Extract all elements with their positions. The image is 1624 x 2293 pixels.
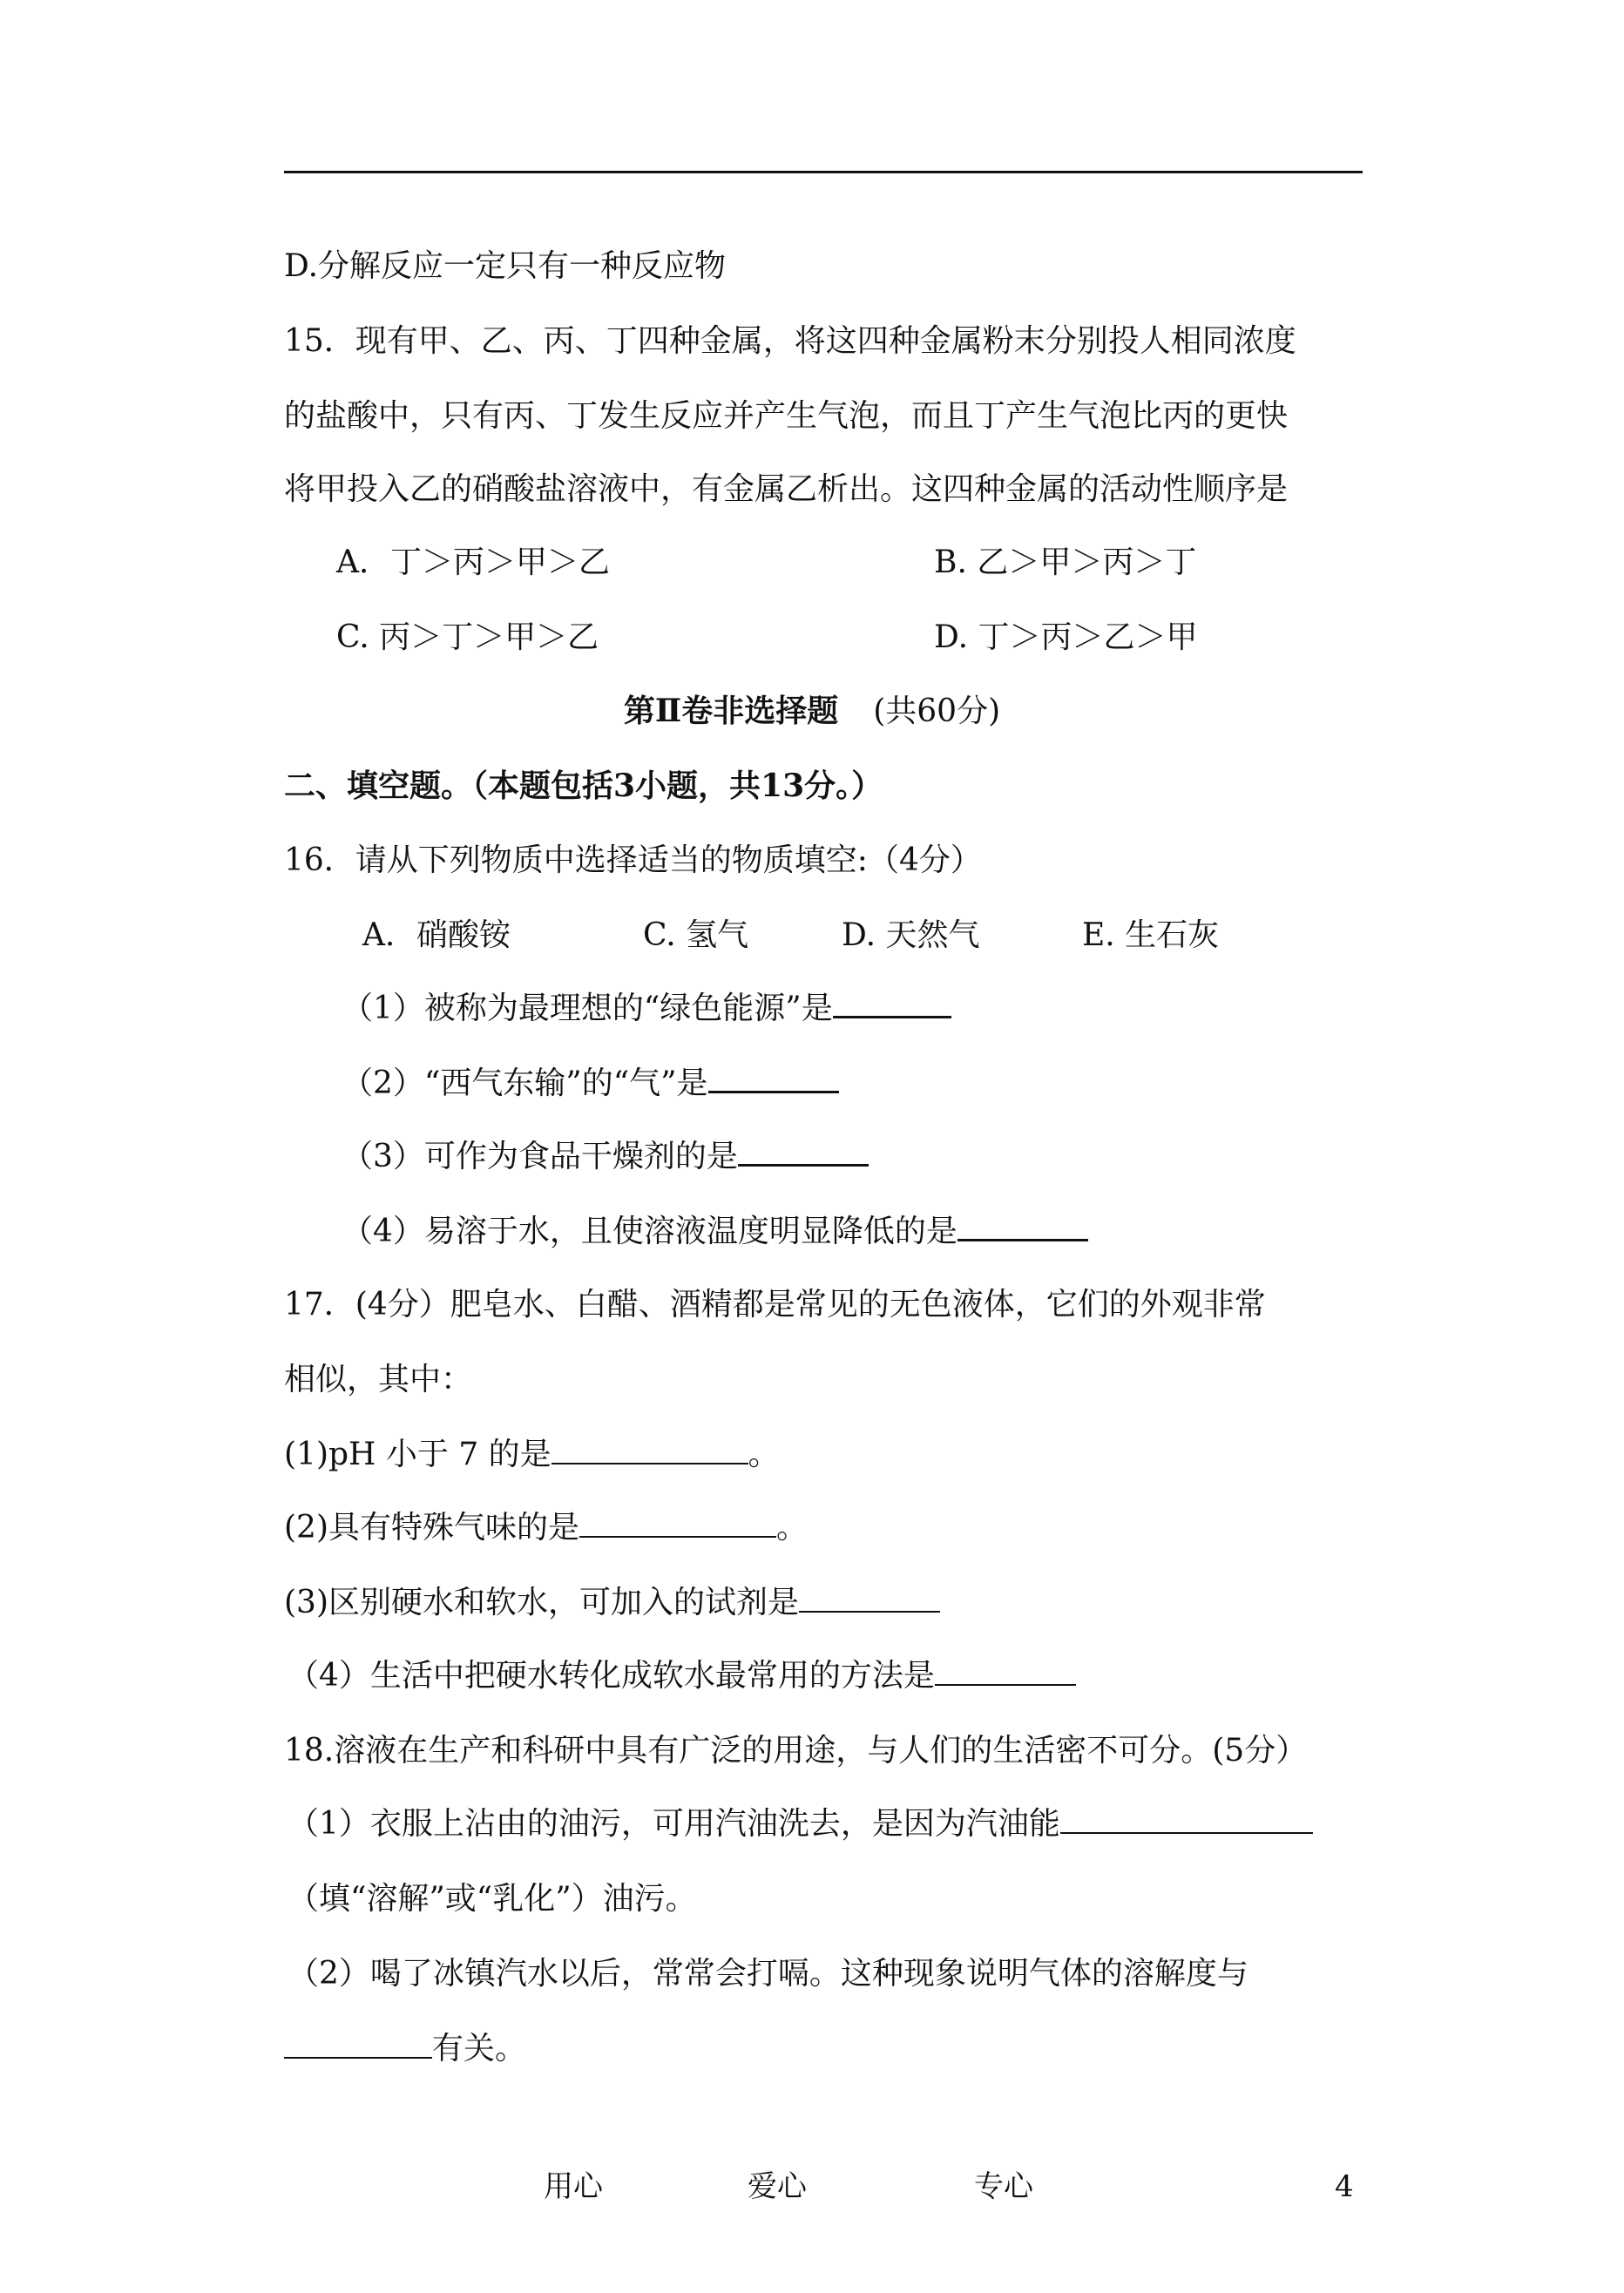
q17-item-3 [284,1584,940,1622]
q15-option-c: C. 丙＞丁＞甲＞乙 [336,619,599,655]
q17-item-3-text: (3)区别硬水和软水，可加入的试剂是 [284,1585,799,1620]
q16-item-3 [342,1138,869,1176]
q16-stem: 16．请从下列物质中选择适当的物质填空:（4分） [284,842,982,878]
q17-item-2-text: (2)具有特殊气味的是 [284,1510,579,1546]
section-2-title-text: 第Ⅱ卷非选择题 [623,693,839,729]
q16-item-4-blank[interactable] [957,1213,1088,1241]
q15-option-d: D. 丁＞丙＞乙＞甲 [934,619,1198,655]
q17-item-1-text: (1)pH 小于 7 的是 [284,1437,551,1472]
q16-item-2-text: （2）“西气东输”的“气”是 [342,1065,708,1101]
q16-option-a: A．硝酸铵 [362,917,511,953]
footer-word-1: 用心 [544,2169,603,2204]
q18-stem: 18.溶液在生产和科研中具有广泛的用途，与人们的生活密不可分。(5分） [284,1733,1308,1769]
section-2-title [0,692,1624,731]
q18-item-1-continuation: （填“溶解”或“乳化”）油污。 [288,1881,697,1917]
q17-item-4 [288,1657,1076,1695]
q16-item-2 [342,1065,839,1103]
q17-item-4-blank[interactable] [935,1658,1076,1686]
q17-item-2 [284,1509,808,1547]
header-rule [284,171,1363,173]
q16-item-1-blank[interactable] [833,990,951,1018]
q17-item-2-period: 。 [776,1510,809,1546]
q18-item-1-text: （1）衣服上沾由的油污，可用汽油洗去，是因为汽油能 [288,1806,1060,1842]
q17-line-2: 相似，其中： [284,1362,473,1397]
q17-line-1: 17．(4分）肥皂水、白醋、酒精都是常见的无色液体，它们的外观非常 [284,1287,1266,1322]
section-2-score: (共60分) [873,693,1001,729]
q16-item-4-text: （4）易溶于水，且使溶液温度明显降低的是 [342,1214,957,1249]
q15-option-b: B. 乙＞甲＞丙＞丁 [934,545,1197,580]
q17-item-1 [284,1436,780,1474]
q16-item-3-text: （3）可作为食品干燥剂的是 [342,1139,738,1174]
q16-item-4 [342,1213,1088,1251]
q16-option-e: E. 生石灰 [1082,917,1220,953]
q16-option-d: D. 天然气 [842,917,980,953]
q18-item-1 [288,1805,1313,1843]
q16-item-3-blank[interactable] [738,1138,869,1167]
q17-item-3-blank[interactable] [799,1585,940,1613]
q16-item-1 [342,990,951,1028]
q18-item-2-continuation [284,2030,526,2068]
q17-item-4-text: （4）生活中把硬水转化成软水最常用的方法是 [288,1658,935,1694]
q16-item-2-blank[interactable] [708,1065,839,1093]
q17-item-2-blank[interactable] [579,1510,776,1538]
q15-line-2: 的盐酸中，只有丙、丁发生反应并产生气泡，而且丁产生气泡比丙的更快 [284,398,1289,434]
q18-item-1-blank[interactable] [1060,1806,1313,1834]
q14-option-d: D.分解反应一定只有一种反应物 [284,248,727,284]
q18-item-2: （2）喝了冰镇汽水以后，常常会打嗝。这种现象说明气体的溶解度与 [288,1956,1248,1992]
q15-line-3: 将甲投入乙的硝酸盐溶液中，有金属乙析出。这四种金属的活动性顺序是 [284,471,1289,507]
q16-item-1-text: （1）被称为最理想的“绿色能源”是 [342,991,833,1026]
footer-word-3: 专心 [974,2169,1033,2204]
part-2-heading: 二、填空题。（本题包括3小题，共13分。） [284,768,883,804]
page-number: 4 [1335,2169,1354,2204]
q15-option-a: A．丁＞丙＞甲＞乙 [336,545,610,580]
footer-word-2: 爱心 [748,2169,807,2204]
q18-item-2-blank[interactable] [284,2031,432,2059]
q16-option-c: C. 氢气 [643,917,749,953]
q17-item-1-blank[interactable] [551,1437,748,1464]
q17-item-1-period: 。 [748,1437,780,1472]
q15-line-1: 15．现有甲、乙、丙、丁四种金属，将这四种金属粉末分别投人相同浓度 [284,323,1296,359]
q18-item-2-cont-text: 有关。 [432,2031,527,2066]
